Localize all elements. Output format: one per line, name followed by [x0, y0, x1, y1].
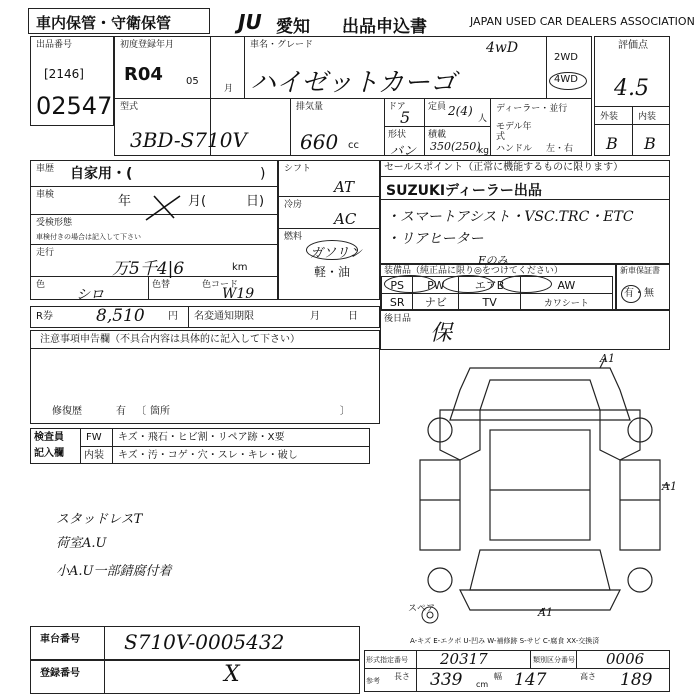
- warranty-label: 新車保証書: [620, 266, 660, 275]
- load-value: 350(250): [430, 140, 481, 153]
- vehicle-detail-box: [30, 160, 278, 300]
- lot-number-label: 出品番号: [36, 40, 73, 50]
- spare-label: スペア: [408, 604, 436, 614]
- selling-points-label: セールスポイント（正常に機能するものに限ります）: [384, 162, 624, 173]
- tax-label: R券: [36, 311, 53, 322]
- height-label: 高さ: [580, 672, 596, 681]
- displacement-unit: cc: [348, 140, 359, 151]
- equipment-pw-circle: [442, 275, 494, 293]
- form-title: 出品申込書: [342, 17, 427, 37]
- aircon-label: 冷房: [284, 200, 303, 210]
- name-change-label: 名変通知期限: [194, 311, 254, 322]
- damage-legend: A-キズ E-エクボ U-凹み W-補修跡 S-サビ C-腐食 XX-交換済: [410, 637, 600, 645]
- equipment-pw: PW: [413, 277, 459, 294]
- registration-label: 初度登録年月: [120, 40, 175, 50]
- rating-label: 評価点: [618, 40, 648, 51]
- drive-note: 4wD: [486, 40, 519, 56]
- selling-points-header: SUZUKIディーラー出品: [386, 183, 542, 199]
- equipment-aw: AW: [520, 277, 612, 294]
- length-value: 339: [430, 670, 463, 690]
- car-name-value: ハイゼットカーゴ: [250, 68, 456, 98]
- length-unit: cm: [476, 680, 489, 689]
- fuel-value: ガソリン: [310, 246, 363, 261]
- body-type-value: バン: [390, 144, 417, 159]
- warranty-circle: [621, 285, 641, 303]
- lot-sub-number: [2146]: [44, 67, 84, 81]
- fuel-alt: 軽・油: [314, 265, 351, 279]
- type-number-label: 形式指定番号: [366, 656, 408, 664]
- equipment-sr: SR: [382, 294, 413, 311]
- rating-ext-label: 外装: [600, 112, 619, 122]
- inspector-label-1: 検査員: [34, 432, 64, 443]
- inspector-label-2: 記入欄: [34, 448, 64, 459]
- doors-value: 5: [400, 108, 411, 127]
- color-value: シロ: [76, 287, 104, 303]
- acceptance-label: 受検形態: [36, 218, 73, 228]
- mileage-unit: km: [232, 262, 248, 273]
- equipment-airbag-circle: [500, 275, 552, 293]
- inspection-year-unit: 年: [118, 194, 132, 209]
- name-change-day: 日: [348, 311, 358, 322]
- displacement-label: 排気量: [296, 102, 324, 112]
- notes-label: 注意事項申告欄（不具合内容は具体的に記入して下さい）: [40, 334, 300, 345]
- note-line-2: 荷室A.U: [56, 536, 107, 551]
- handle-options: 左・右: [546, 144, 574, 154]
- aircon-value: AC: [334, 210, 357, 228]
- selling-points-line2: ・リアヒーター: [386, 231, 484, 247]
- rating-ext-value: B: [606, 134, 618, 153]
- lot-number: 02547: [36, 92, 113, 120]
- width-label: 幅: [494, 672, 502, 681]
- history-close: ): [260, 166, 266, 182]
- chassis-label: 車台番号: [40, 634, 80, 645]
- inspector-fw-label: FW: [86, 432, 102, 443]
- registration-month: 05: [186, 76, 199, 87]
- model-label: 型式: [120, 102, 139, 112]
- diagram-mark-right: A1: [662, 480, 677, 493]
- remarks-value: 保: [430, 321, 453, 346]
- rating-value: 4.5: [614, 76, 649, 101]
- note-line-3: 小A.U一部錆腐付着: [56, 564, 172, 579]
- mileage-label: 走行: [36, 248, 55, 258]
- color-label: 色: [36, 280, 46, 290]
- tax-value: 8,510: [96, 306, 145, 326]
- ju-logo: JU: [238, 10, 262, 34]
- body-type-label: 形状: [388, 130, 407, 140]
- type-number-value: 20317: [440, 650, 488, 668]
- plate-label: 登録番号: [40, 668, 80, 679]
- org-english: JAPAN USED CAR DEALERS ASSOCIATION: [470, 15, 695, 28]
- load-label: 積載: [428, 130, 447, 140]
- car-name-label: 車名・グレード: [250, 40, 314, 50]
- equipment-airbag: エアB: [459, 277, 520, 294]
- color-code-value: W19: [222, 286, 255, 302]
- length-label: 長さ: [394, 672, 410, 681]
- mileage-value: 万5千4|6: [112, 259, 185, 279]
- plate-value: X: [224, 662, 240, 687]
- org-name: 愛知: [276, 17, 310, 37]
- repair-bracket-close: 〕: [340, 406, 350, 417]
- inspection-month-unit: 月(: [188, 194, 207, 209]
- equipment-leather-seat: カワシート: [520, 294, 612, 311]
- inspection-cross-mark: [140, 192, 190, 222]
- remarks-box: [380, 310, 670, 350]
- height-value: 189: [620, 670, 653, 690]
- shift-label: シフト: [284, 164, 312, 174]
- acceptance-note: 車検付きの場合は記入して下さい: [36, 233, 141, 241]
- tax-unit: 円: [168, 311, 178, 322]
- equipment-tv: TV: [459, 294, 520, 311]
- dealer-label: ディーラー・並行: [496, 104, 568, 114]
- capacity-unit: 人: [478, 114, 488, 124]
- model-value: 3BD-S710V: [130, 128, 247, 152]
- shift-value: AT: [334, 178, 355, 196]
- name-change-month: 月: [310, 311, 320, 322]
- repair-label: 修復歴: [52, 406, 82, 417]
- diagram-mark-top: A1: [600, 352, 615, 365]
- rating-int-value: B: [644, 134, 656, 153]
- drive-2wd: 2WD: [554, 52, 578, 63]
- equipment-label: 装備品（純正品に限り◎をつけてください）: [384, 266, 563, 276]
- registration-month-unit: 月: [224, 84, 234, 94]
- capacity-label: 定員: [428, 102, 447, 112]
- equipment-note: Fのみ: [478, 254, 508, 267]
- capacity-value: 2(4): [448, 104, 473, 118]
- shift-fuel-box: [278, 160, 380, 300]
- history-value: 自家用・(: [70, 166, 133, 182]
- chassis-value: S710V-0005432: [124, 630, 285, 654]
- registration-year: R04: [124, 64, 163, 85]
- color-code-label: 色コード: [202, 280, 239, 290]
- history-label: 車歴: [36, 164, 55, 174]
- fuel-circle: [306, 240, 358, 260]
- color-change-label: 色替: [152, 280, 171, 290]
- displacement-value: 660: [300, 130, 339, 154]
- repair-bracket-open: 〔: [136, 406, 146, 417]
- inspector-int-items: キズ・汚・コゲ・穴・スレ・キレ・破し: [118, 450, 298, 461]
- selling-points-line1: ・スマートアシスト・VSC.TRC・ETC: [386, 209, 634, 225]
- inspector-fw-items: キズ・飛石・ヒビ割・リペア跡・X要: [118, 432, 285, 443]
- equipment-navi: ナビ: [413, 294, 459, 311]
- specs-ref-label: 参考: [366, 677, 380, 685]
- class-number-value: 0006: [606, 650, 645, 668]
- repair-spot: 箇所: [150, 406, 170, 417]
- width-value: 147: [514, 670, 547, 690]
- inspection-label: 車検: [36, 190, 55, 200]
- remarks-label: 後日品: [384, 314, 412, 324]
- inspection-day-unit: 日): [246, 194, 265, 209]
- inspector-int-label: 内装: [84, 450, 104, 461]
- note-line-1: スタッドレスT: [56, 512, 143, 527]
- model-year-label: モデル年式: [496, 122, 532, 142]
- drive-4wd: 4WD: [554, 74, 578, 85]
- doors-label: ドア: [388, 102, 406, 112]
- equipment-ps: PS: [382, 277, 413, 294]
- fuel-label: 燃料: [284, 232, 303, 242]
- load-unit: kg: [478, 146, 489, 156]
- rating-int-label: 内装: [638, 112, 657, 122]
- diagram-mark-bottom: A1: [538, 606, 553, 619]
- handle-label: ハンドル: [496, 144, 533, 154]
- equipment-ps-circle: [384, 275, 436, 293]
- repair-value: 有: [116, 406, 126, 417]
- class-number-label: 類別区分番号: [533, 656, 575, 664]
- storage-stamp-text: 車内保管・守衛保管: [36, 14, 172, 32]
- warranty-value: 有・無: [624, 288, 654, 299]
- car-damage-diagram: [400, 350, 680, 640]
